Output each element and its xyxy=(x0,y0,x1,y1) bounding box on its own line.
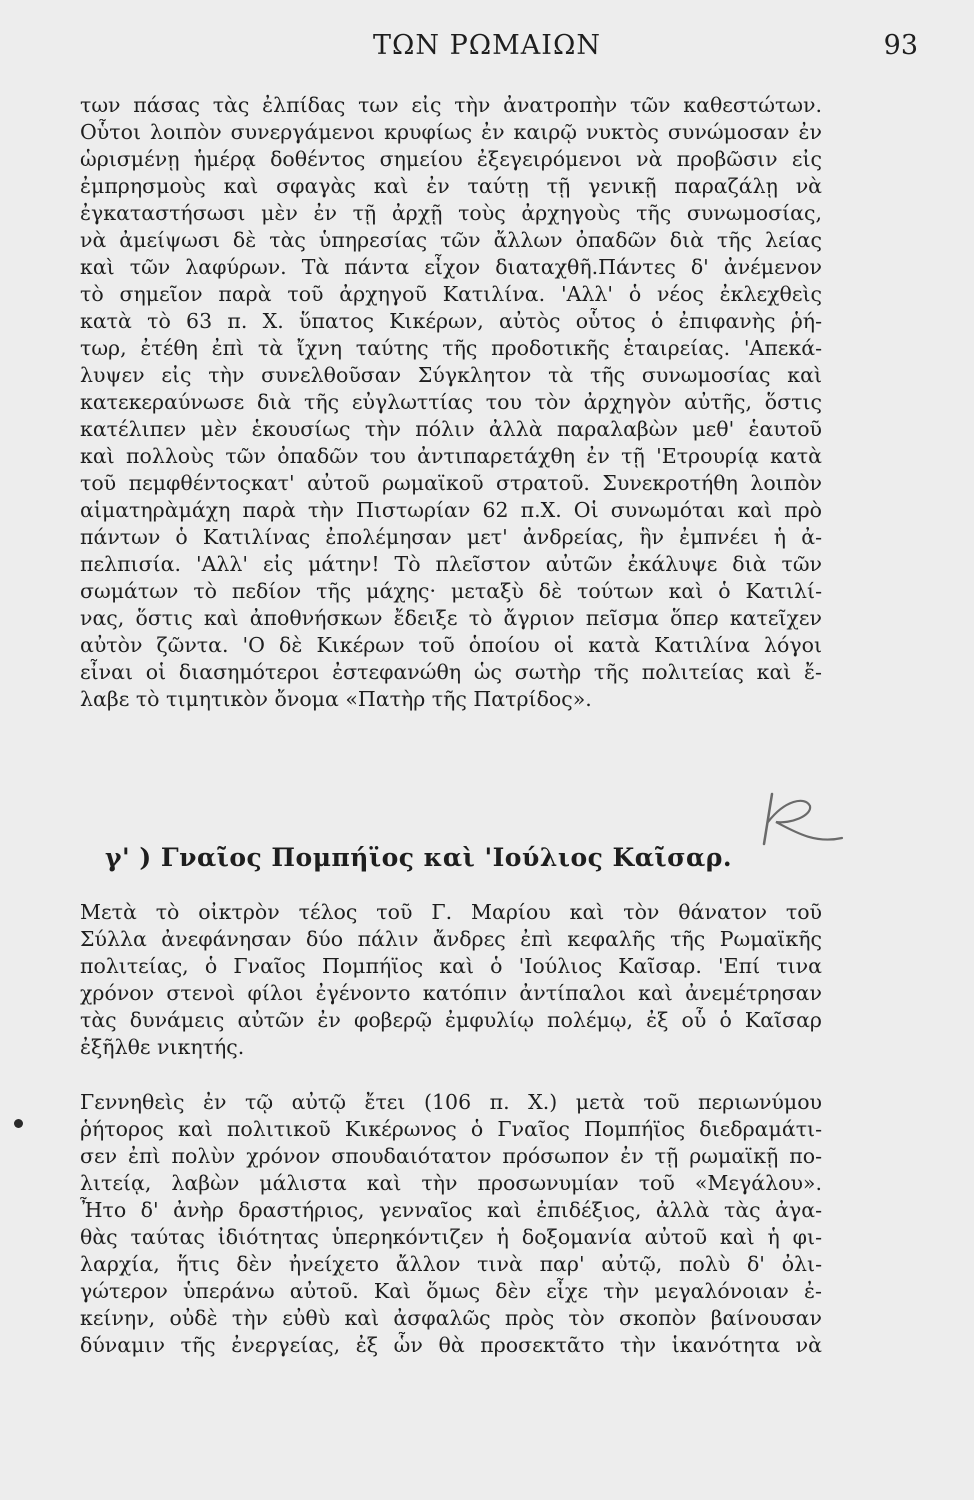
text-line: τὸ σημεῖον παρὰ τοῦ ἀρχηγοῦ Κατιλίνα. 'Αλλ' ὁ νέος ἐκλεχθεὶς xyxy=(80,282,822,306)
text-line: νας, ὅστις καὶ ἀποθνήσκων ἔδειξε τὸ ἄγριον πεῖσμα ὅπερ κατεῖχεν xyxy=(80,606,822,630)
text-line: θὰς ταύτας ἰδιότητας ὑπερηκόντιζεν ἡ δοξομανία αὐτοῦ καὶ ἡ φι- xyxy=(80,1225,822,1249)
text-line: Οὗτοι λοιπὸν συνεργάμενοι κρυφίως ἐν καιρῷ νυκτὸς συνώμοσαν ἐν xyxy=(80,120,822,144)
text-line: αὐτὸν ζῶντα. 'Ο δὲ Κικέρων τοῦ ὁποίου οἱ κατὰ Κατιλίνα λόγοι xyxy=(80,633,822,657)
text-line: λυψεν εἰς τὴν συνελθοῦσαν Σύγκλητον τὰ τῆς συνωμοσίας καὶ xyxy=(80,363,822,387)
text-line: τωρ, ἐτέθη ἐπὶ τὰ ἴχνη ταύτης τῆς προδοτικῆς ἑταιρείας. 'Απεκά- xyxy=(80,336,822,360)
text-line: ῥήτορος καὶ πολιτικοῦ Κικέρωνος ὁ Γναῖος Πομπήϊος διεδραμάτι- xyxy=(80,1117,822,1141)
text-line: ἐγκαταστήσωσι μὲν ἐν τῇ ἀρχῇ τοὺς ἀρχηγοὺς τῆς συνωμοσίας, xyxy=(80,201,822,225)
paragraph-catiline-conspiracy xyxy=(80,92,822,713)
text-line: καὶ τῶν λαφύρων. Τὰ πάντα εἶχον διαταχθῆ.Πάντες δ' ἀνέμενον xyxy=(80,255,822,279)
text-line: ἐξῆλθε νικητής. xyxy=(80,1035,245,1059)
section-heading: γ' ) Γναῖος Πομπήϊος καὶ 'Ιούλιος Καῖσαρ. xyxy=(105,843,733,872)
text-line: καὶ πολλοὺς τῶν ὀπαδῶν του ἀντιπαρετάχθη ἐν τῇ 'Ετρουρίᾳ κατὰ xyxy=(80,444,822,468)
handwritten-margin-mark xyxy=(750,782,850,862)
text-line: γώτερον ὑπεράνω αὐτοῦ. Καὶ ὅμως δὲν εἶχε τὴν μεγαλόνοιαν ἐ- xyxy=(80,1279,822,1303)
text-line: λαβε τὸ τιμητικὸν ὄνομα «Πατὴρ τῆς Πατρίδος». xyxy=(80,687,592,711)
running-title: ΤΩΝ ΡΩΜΑΙΩΝ xyxy=(373,30,601,61)
page-number: 93 xyxy=(883,30,918,61)
text-line: πάντων ὁ Κατιλίνας ἐπολέμησαν μετ' ἀνδρείας, ἣν ἐμπνέει ἡ ἀ- xyxy=(80,525,822,549)
text-line: κατέλιπεν μὲν ἑκουσίως τὴν πόλιν ἀλλὰ παραλαβὼν μεθ' ἑαυτοῦ xyxy=(80,417,822,441)
text-line: νὰ ἀμείψωσι δὲ τὰς ὑπηρεσίας τῶν ἄλλων ὀπαδῶν διὰ τῆς λείας xyxy=(80,228,822,252)
text-line: κατεκεραύνωσε διὰ τῆς εὐγλωττίας του τὸν ἀρχηγὸν αὐτῆς, ὅστις xyxy=(80,390,822,414)
text-line: εἶναι οἱ διασημότεροι ἐστεφανώθη ὡς σωτὴρ τῆς πολιτείας καὶ ἔ- xyxy=(80,660,822,684)
text-line: πολιτείας, ὁ Γναῖος Πομπήϊος καὶ ὁ 'Ιούλιος Καῖσαρ. 'Επί τινα xyxy=(80,954,822,978)
paragraph-pompey xyxy=(80,1089,822,1359)
text-line: δύναμιν τῆς ἐνεργείας, ἐξ ὧν θὰ προσεκτᾶτο τὴν ἱκανότητα νὰ xyxy=(80,1333,822,1357)
text-line: πελπισία. 'Αλλ' εἰς μάτην! Τὸ πλεῖστον αὐτῶν ἐκάλυψε διὰ τῶν xyxy=(80,552,822,576)
text-line: Ἦτο δ' ἀνὴρ δραστήριος, γενναῖος καὶ ἐπιδέξιος, ἀλλὰ τὰς ἀγα- xyxy=(80,1198,822,1222)
text-line: χρόνον στενοὶ φίλοι ἐγένοντο κατόπιν ἀντίπαλοι καὶ ἀνεμέτρησαν xyxy=(80,981,822,1005)
text-line: τοῦ πεμφθέντοςκατ' αὐτοῦ ρωμαϊκοῦ στρατοῦ. Συνεκροτήθη λοιπὸν xyxy=(80,471,822,495)
text-line: σωμάτων τὸ πεδίον τῆς μάχης· μεταξὺ δὲ τούτων καὶ ὁ Κατιλί- xyxy=(80,579,822,603)
text-line: λαρχία, ἥτις δὲν ἠνείχετο ἄλλον τινὰ παρ' αὐτῷ, πολὺ δ' ὀλι- xyxy=(80,1252,822,1276)
text-line: ἐμπρησμοὺς καὶ σφαγὰς καὶ ἐν ταύτῃ τῇ γενικῇ παραζάλῃ νὰ xyxy=(80,174,822,198)
text-line: των πάσας τὰς ἐλπίδας των εἰς τὴν ἀνατροπὴν τῶν καθεστώτων. xyxy=(80,93,822,117)
text-line: Σύλλα ἀνεφάνησαν δύο πάλιν ἄνδρες ἐπὶ κεφαλῆς τῆς Ρωμαϊκῆς xyxy=(80,927,822,951)
text-line: λιτείᾳ, λαβὼν μάλιστα καὶ τὴν προσωνυμίαν τοῦ «Μεγάλου». xyxy=(80,1171,822,1195)
text-line: Γεννηθεὶς ἐν τῷ αὐτῷ ἔτει (106 π. Χ.) μετὰ τοῦ περιωνύμου xyxy=(80,1090,822,1114)
page-header xyxy=(0,30,974,70)
text-line: ὡρισμένῃ ἡμέρᾳ δοθέντος σημείου ἐξεγειρόμενοι νὰ προβῶσιν εἰς xyxy=(80,147,822,171)
margin-dot xyxy=(14,1119,23,1128)
text-line: τὰς δυνάμεις αὐτῶν ἐν φοβερῷ ἐμφυλίῳ πολέμῳ, ἐξ οὗ ὁ Καῖσαρ xyxy=(80,1008,822,1032)
text-line: αἱματηρὰμάχη παρὰ τὴν Πιστωρίαν 62 π.Χ. Οἱ συνωμόται καὶ πρὸ xyxy=(80,498,822,522)
text-line: Μετὰ τὸ οἰκτρὸν τέλος τοῦ Γ. Μαρίου καὶ τὸν θάνατον τοῦ xyxy=(80,900,822,924)
text-line: κατὰ τὸ 63 π. Χ. ὕπατος Κικέρων, αὐτὸς οὗτος ὁ ἐπιφανὴς ῥή- xyxy=(80,309,822,333)
text-line: κείνην, οὐδὲ τὴν εὐθὺ καὶ ἀσφαλῶς πρὸς τὸν σκοπὸν βαίνουσαν xyxy=(80,1306,822,1330)
paragraph-pompey-caesar-intro xyxy=(80,899,822,1061)
text-line: σεν ἐπὶ πολὺν χρόνον σπουδαιότατον πρόσωπον ἐν τῇ ρωμαϊκῇ πο- xyxy=(80,1144,822,1168)
